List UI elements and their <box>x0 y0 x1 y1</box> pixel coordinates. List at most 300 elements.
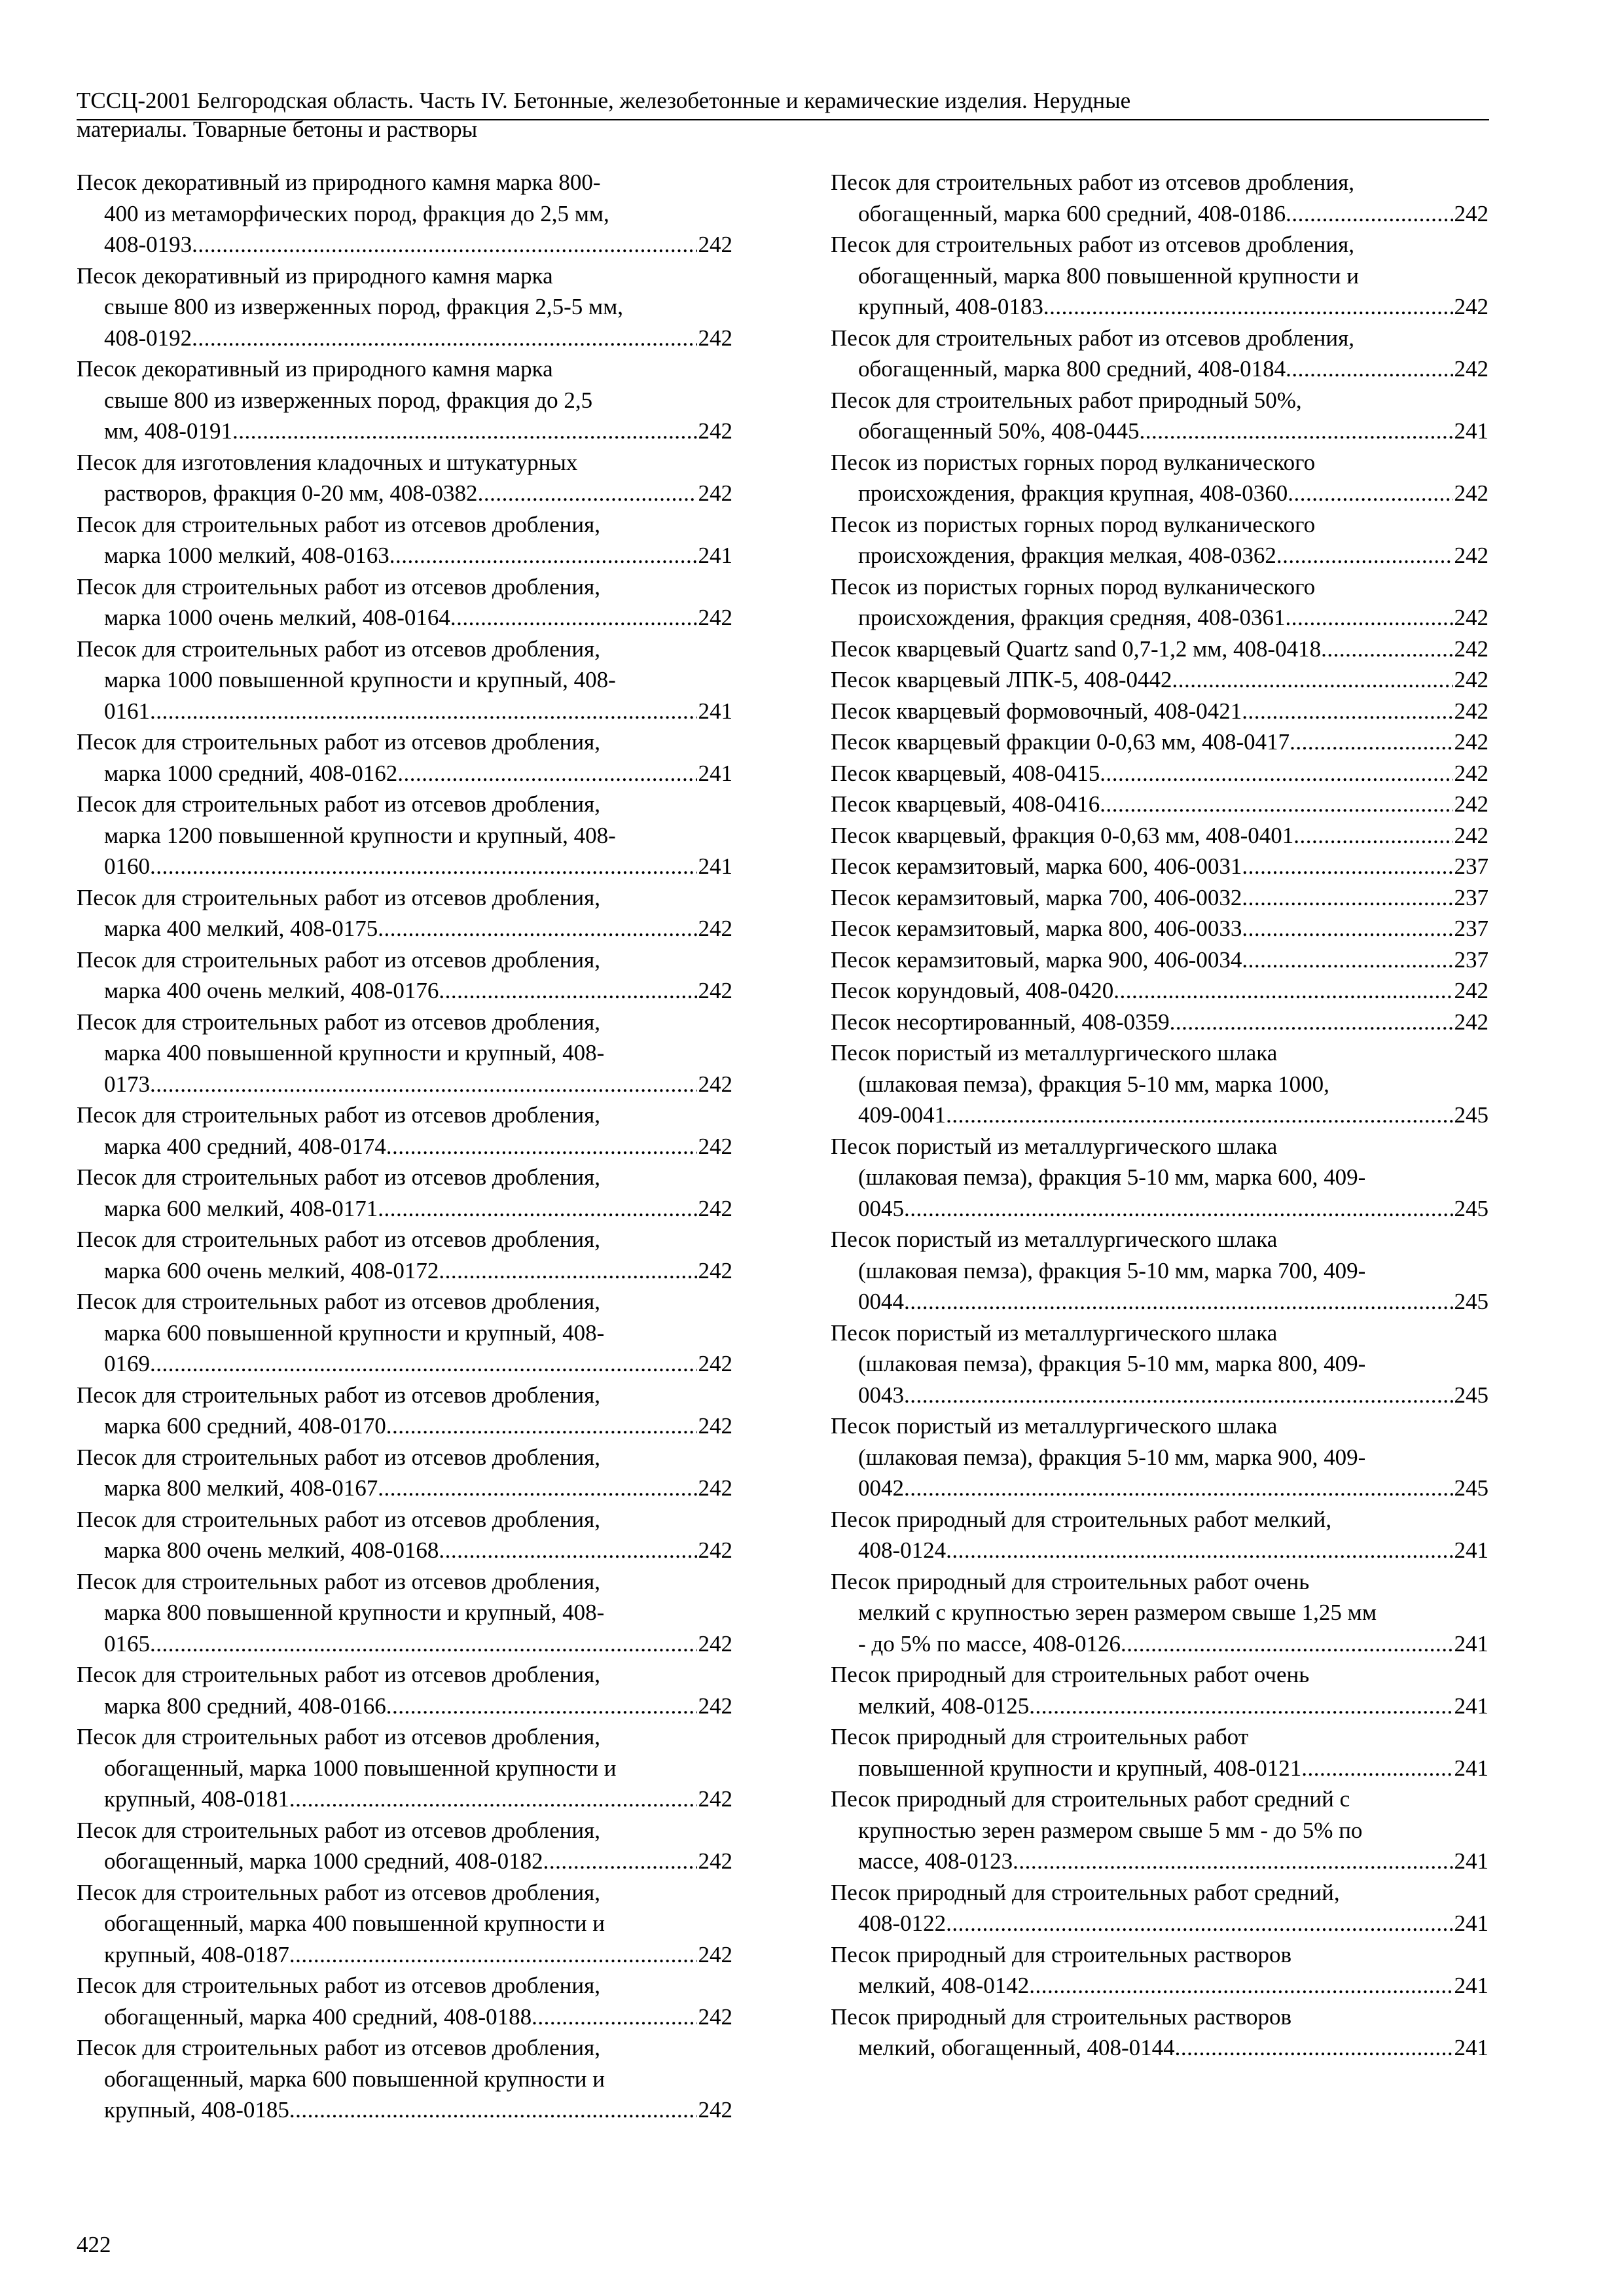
index-entry-page: 242 <box>698 2097 732 2123</box>
index-entry-text: 0165 <box>104 1630 150 1657</box>
index-entry-page: 242 <box>1454 543 1489 568</box>
index-entry <box>831 726 1489 758</box>
index-entry-text: Песок кварцевый Quartz sand 0,7-1,2 мм, 408-0418 <box>831 636 1322 662</box>
index-entry-page: 241 <box>698 698 732 724</box>
index-entry-text: Песок керамзитовый, марка 600, 406-0031 <box>831 853 1242 879</box>
index-entry-last-line <box>831 789 1489 820</box>
index-entry-page: 241 <box>698 543 732 568</box>
index-entry-last-line <box>77 2001 732 2033</box>
index-entry-page: 242 <box>1454 1009 1489 1035</box>
index-entry <box>77 789 732 882</box>
index-entry-page: 242 <box>698 418 732 444</box>
dot-leader <box>904 1286 1453 1318</box>
index-entry-text: 0173 <box>104 1071 150 1097</box>
index-entry-text: массе, 408-0123 <box>858 1848 1013 1874</box>
index-entry <box>831 1939 1489 2001</box>
index-entry-text: крупный, 408-0187 <box>104 1941 289 1967</box>
index-entry <box>77 634 732 727</box>
index-entry-last-line <box>831 726 1489 758</box>
index-entry-last-line <box>77 758 732 789</box>
dot-leader <box>397 758 696 789</box>
index-entry-text: Песок для строительных работ из отсевов дробления, <box>77 2035 600 2060</box>
index-entry <box>831 758 1489 789</box>
index-entry-page: 242 <box>1454 480 1489 506</box>
index-entry-text: 0160 <box>104 853 150 879</box>
index-entry-page: 242 <box>698 1630 732 1657</box>
index-entry-page: 242 <box>698 2003 732 2030</box>
index-entry-text: мм, 408-0191 <box>104 418 232 444</box>
index-entry <box>831 1566 1489 1660</box>
index-entry-text: Песок для строительных работ из отсевов дробления, <box>77 1227 600 1252</box>
dot-leader <box>192 229 696 260</box>
index-column-left <box>77 167 732 2126</box>
dot-leader <box>386 1131 697 1162</box>
index-entry-last-line <box>77 1069 732 1100</box>
index-entry-page: 241 <box>1454 1537 1489 1563</box>
index-entry-last-line <box>831 2032 1489 2064</box>
index-entry-last-line <box>831 1908 1489 1939</box>
dot-leader <box>1276 540 1453 571</box>
index-entry-text: марка 1000 мелкий, 408-0163 <box>104 543 389 568</box>
index-entry <box>831 975 1489 1007</box>
index-entry-last-line <box>77 1255 732 1287</box>
index-entry-text: Песок природный для строительных работ мелкий, <box>831 1506 1332 1532</box>
index-entry <box>831 1504 1489 1566</box>
index-entry <box>77 1224 732 1286</box>
header-title-line-1: ТССЦ-2001 Белгородская область. Часть IV. Бетонные, железобетонные и керамические изделия. Нерудные <box>77 88 1131 113</box>
index-entry <box>831 1877 1489 1939</box>
index-entry-last-line <box>77 1410 732 1442</box>
index-entry-text: Песок несортированный, 408-0359 <box>831 1009 1170 1035</box>
index-entry <box>77 1970 732 2032</box>
index-entry-last-line <box>831 634 1489 665</box>
dot-leader <box>1242 696 1453 727</box>
index-entry-last-line <box>77 1535 732 1566</box>
index-entry-text: Песок для строительных работ из отсевов дробления, <box>831 232 1354 257</box>
index-entry-page: 242 <box>698 1941 732 1967</box>
index-entry-page: 242 <box>1454 978 1489 1003</box>
dot-leader <box>1043 291 1453 323</box>
index-entry-text: обогащенный, марка 1000 средний, 408-0182 <box>104 1848 543 1874</box>
index-entry-text: Песок кварцевый, 408-0415 <box>831 760 1100 786</box>
index-entry-text: (шлаковая пемза), фракция 5-10 мм, марка 1000, <box>858 1071 1329 1097</box>
index-entry-text: марка 600 средний, 408-0170 <box>104 1413 386 1439</box>
index-entry-last-line <box>77 1131 732 1162</box>
index-entry-page: 242 <box>1454 698 1489 724</box>
index-entry <box>831 509 1489 571</box>
dot-leader <box>1121 1628 1453 1660</box>
index-entry-page: 237 <box>1454 853 1489 879</box>
index-entry <box>831 1037 1489 1131</box>
index-entry-text: крупный, 408-0185 <box>104 2097 289 2123</box>
index-entry-page: 237 <box>1454 884 1489 910</box>
index-entry-page: 245 <box>1454 1195 1489 1221</box>
dot-leader <box>150 696 697 727</box>
index-entry-last-line <box>831 1753 1489 1784</box>
index-entry-last-line <box>831 1970 1489 2001</box>
index-entry-text: Песок кварцевый формовочный, 408-0421 <box>831 698 1242 724</box>
index-entry <box>831 1410 1489 1504</box>
index-entry <box>77 1566 732 1660</box>
index-entry-page: 242 <box>698 1848 732 1874</box>
dot-leader <box>1290 726 1453 758</box>
index-entry-page: 242 <box>698 1257 732 1283</box>
index-entry-text: 0045 <box>858 1195 904 1221</box>
dot-leader <box>289 1784 697 1815</box>
index-entry-text: крупностью зерен размером свыше 5 мм - до 5% по <box>858 1817 1363 1843</box>
index-entry-text: Песок природный для строительных растворов <box>831 2003 1291 2030</box>
index-entry-last-line <box>77 478 732 509</box>
index-entry-text: 0044 <box>858 1289 904 1314</box>
dot-leader <box>1100 758 1453 789</box>
index-entry <box>77 1815 732 1877</box>
dot-leader <box>289 2094 697 2126</box>
index-entry-text: крупный, 408-0183 <box>858 294 1043 319</box>
index-entry-last-line <box>831 944 1489 976</box>
index-entry <box>77 882 732 944</box>
index-entry-text: обогащенный, марка 600 средний, 408-0186 <box>858 200 1286 226</box>
dot-leader <box>1242 944 1453 976</box>
index-entry-text: Песок природный для строительных растворов <box>831 1941 1291 1967</box>
dot-leader <box>532 2001 696 2033</box>
index-entry-text: - до 5% по массе, 408-0126 <box>858 1630 1121 1657</box>
index-entry-page: 241 <box>1454 1630 1489 1657</box>
dot-leader <box>378 1473 696 1504</box>
index-entry-text: Песок керамзитовый, марка 900, 406-0034 <box>831 946 1242 973</box>
index-entry <box>831 1131 1489 1225</box>
index-entry-text: Песок для строительных работ из отсевов дробления, <box>77 946 600 973</box>
index-entry-text: 409-0041 <box>858 1102 947 1128</box>
index-entry-text: марка 400 средний, 408-0174 <box>104 1133 386 1159</box>
dot-leader <box>1301 1753 1453 1784</box>
index-entry-text: мелкий, обогащенный, 408-0144 <box>858 2035 1175 2060</box>
index-entry-last-line <box>831 1380 1489 1411</box>
index-entry-text: Песок пористый из металлургического шлака <box>831 1319 1278 1346</box>
index-entry <box>77 1504 732 1566</box>
index-entry-text: Песок природный для строительных работ очень <box>831 1568 1310 1594</box>
index-entry-text: Песок для строительных работ из отсевов дробления, <box>77 511 600 537</box>
index-entry-text: обогащенный 50%, 408-0445 <box>858 418 1140 444</box>
index-entry <box>77 1162 732 1224</box>
dot-leader <box>232 416 697 447</box>
index-entry-last-line <box>831 851 1489 882</box>
index-entry <box>831 229 1489 323</box>
index-entry-text: крупный, 408-0181 <box>104 1786 289 1812</box>
index-entry-page: 242 <box>698 1537 732 1563</box>
index-entry-page: 241 <box>1454 1910 1489 1936</box>
index-entry-text: марка 1000 средний, 408-0162 <box>104 760 398 786</box>
index-entry-text: марка 800 повышенной крупности и крупный, 408- <box>104 1600 605 1625</box>
index-entry-last-line <box>77 540 732 571</box>
dot-leader <box>1029 1691 1453 1722</box>
index-entry-text: 400 из метаморфических пород, фракция до 2,5 мм, <box>104 200 609 226</box>
dot-leader <box>439 1255 696 1287</box>
index-entry-page: 241 <box>1454 1848 1489 1874</box>
dot-leader <box>478 478 697 509</box>
dot-leader <box>1170 1007 1453 1038</box>
index-entry-text: Песок для строительных работ из отсевов дробления, <box>77 729 600 755</box>
index-entry-text: марка 800 средний, 408-0166 <box>104 1693 386 1719</box>
index-entry <box>831 944 1489 976</box>
index-entry-last-line <box>77 416 732 447</box>
index-entry-page: 245 <box>1454 1289 1489 1314</box>
index-entry-page: 242 <box>698 1475 732 1501</box>
index-entry <box>77 1100 732 1162</box>
index-entry-last-line <box>831 1193 1489 1225</box>
index-entry-text: Песок для строительных работ природный 50%, <box>831 387 1302 413</box>
index-entry-page: 242 <box>1454 294 1489 319</box>
dot-leader <box>1029 1970 1453 2001</box>
index-entry-last-line <box>831 820 1489 852</box>
index-entry-text: Песок для строительных работ из отсевов дробления, <box>77 1662 600 1687</box>
index-entry-text: Песок для строительных работ из отсевов дробления, <box>77 1444 600 1470</box>
index-entry-page: 242 <box>1454 200 1489 226</box>
index-entry-last-line <box>77 1939 732 1971</box>
index-entry-page: 241 <box>698 853 732 879</box>
dot-leader <box>378 1193 696 1225</box>
index-entry <box>831 882 1489 914</box>
dot-leader <box>1286 198 1453 230</box>
index-entry-text: (шлаковая пемза), фракция 5-10 мм, марка 800, 409- <box>858 1351 1366 1376</box>
dot-leader <box>386 1691 697 1722</box>
index-entry-text: (шлаковая пемза), фракция 5-10 мм, марка 900, 409- <box>858 1444 1366 1470</box>
index-entry-last-line <box>831 291 1489 323</box>
page-number: 422 <box>77 2232 111 2257</box>
index-entry <box>77 1877 732 1971</box>
index-entry <box>831 167 1489 229</box>
dot-leader <box>150 851 697 882</box>
index-entry-page: 241 <box>1454 1755 1489 1781</box>
index-entry <box>831 1007 1489 1038</box>
index-entry <box>831 571 1489 634</box>
index-entry-text: Песок природный для строительных работ <box>831 1724 1248 1749</box>
index-entry-text: свыше 800 из изверженных пород, фракция 2,5-5 мм, <box>104 294 624 319</box>
index-entry-page: 242 <box>698 1413 732 1439</box>
index-entry-last-line <box>831 975 1489 1007</box>
index-entry-text: обогащенный, марка 800 повышенной крупности и <box>858 262 1359 289</box>
index-entry-text: Песок природный для строительных работ средний, <box>831 1879 1340 1905</box>
dot-leader <box>1172 664 1453 696</box>
dot-leader <box>1242 882 1453 914</box>
index-entry-last-line <box>77 1691 732 1722</box>
index-entry-last-line <box>77 975 732 1007</box>
index-entry-last-line <box>831 602 1489 634</box>
index-entry-text: марка 1000 повышенной крупности и крупный, 408- <box>104 667 616 692</box>
index-entry-text: Песок для строительных работ из отсевов дробления, <box>77 1973 600 1998</box>
index-entry-last-line <box>831 913 1489 944</box>
index-entry-last-line <box>77 1473 732 1504</box>
index-entry <box>831 385 1489 447</box>
index-entry-last-line <box>77 323 732 354</box>
index-entry-text: Песок для строительных работ из отсевов дробления, <box>77 1289 600 1314</box>
index-entry-text: марка 400 повышенной крупности и крупный, 408- <box>104 1040 605 1066</box>
index-entry-text: Песок для строительных работ из отсевов дробления, <box>77 1009 600 1035</box>
index-entry-text: Песок пористый из металлургического шлака <box>831 1040 1278 1066</box>
index-entry-text: марка 1000 очень мелкий, 408-0164 <box>104 605 450 630</box>
index-entry-text: Песок кварцевый, 408-0416 <box>831 791 1100 817</box>
index-entry-page: 241 <box>1454 1973 1489 1998</box>
index-entry-last-line <box>77 2094 732 2126</box>
index-entry-text: Песок для изготовления кладочных и штукатурных <box>77 449 578 475</box>
index-entry-text: растворов, фракция 0-20 мм, 408-0382 <box>104 480 478 506</box>
index-entry-text: 408-0122 <box>858 1910 947 1936</box>
index-entry-text: Песок для строительных работ из отсевов дробления, <box>77 1568 600 1594</box>
index-entry-text: 408-0192 <box>104 325 192 351</box>
index-entry-text: Песок для строительных работ из отсевов дробления, <box>77 1506 600 1532</box>
index-entry-last-line <box>77 696 732 727</box>
index-entry-page: 241 <box>1454 418 1489 444</box>
index-entry-text: повышенной крупности и крупный, 408-0121 <box>858 1755 1302 1781</box>
index-entry-text: Песок природный для строительных работ средний с <box>831 1786 1350 1812</box>
index-entry-text: обогащенный, марка 800 средний, 408-0184 <box>858 356 1286 382</box>
index-entry-page: 242 <box>1454 667 1489 692</box>
index-entry-last-line <box>831 1473 1489 1504</box>
index-entry-page: 245 <box>1454 1382 1489 1408</box>
dot-leader <box>1113 975 1453 1007</box>
index-entry-text: 0043 <box>858 1382 904 1408</box>
index-entry-page: 241 <box>1454 1693 1489 1719</box>
index-entry-last-line <box>831 882 1489 914</box>
index-entry-page: 242 <box>698 1071 732 1097</box>
dot-leader <box>1288 478 1453 509</box>
dot-leader <box>1321 634 1453 665</box>
index-entry-last-line <box>831 478 1489 509</box>
index-entry <box>77 1380 732 1442</box>
index-entry-text: мелкий, 408-0125 <box>858 1693 1030 1719</box>
index-entry-text: марка 600 очень мелкий, 408-0172 <box>104 1257 439 1283</box>
index-entry-text: Песок из пористых горных пород вулканического <box>831 449 1316 475</box>
index-entry-last-line <box>831 353 1489 385</box>
index-entry-text: обогащенный, марка 1000 повышенной крупности и <box>104 1755 617 1781</box>
index-entry-last-line <box>831 540 1489 571</box>
index-entry-text: Песок керамзитовый, марка 800, 406-0033 <box>831 916 1242 941</box>
index-entry-text: Песок для строительных работ из отсевов дробления, <box>77 1817 600 1843</box>
dot-leader <box>439 975 696 1007</box>
index-entry-text: Песок для строительных работ из отсевов дробления, <box>77 1879 600 1905</box>
index-entry-text: Песок пористый из металлургического шлака <box>831 1133 1278 1159</box>
index-entry-text: свыше 800 из изверженных пород, фракция до 2,5 <box>104 387 593 413</box>
index-entry-last-line <box>831 416 1489 447</box>
index-entry-text: 0042 <box>858 1475 904 1501</box>
index-entry-text: марка 400 мелкий, 408-0175 <box>104 916 378 941</box>
index-entry <box>831 634 1489 665</box>
index-entry <box>831 1784 1489 1877</box>
index-entry-text: Песок природный для строительных работ очень <box>831 1662 1310 1687</box>
dot-leader <box>289 1939 697 1971</box>
index-entry <box>77 353 732 447</box>
index-entry-text: обогащенный, марка 400 средний, 408-0188 <box>104 2003 532 2030</box>
index-column-right <box>831 167 1489 2064</box>
index-entry-last-line <box>831 1691 1489 1722</box>
index-entry <box>831 789 1489 820</box>
index-entry <box>831 447 1489 509</box>
dot-leader <box>386 1410 697 1442</box>
index-entry <box>831 851 1489 882</box>
index-entry-text: марка 400 очень мелкий, 408-0176 <box>104 978 439 1003</box>
index-entry-text: (шлаковая пемза), фракция 5-10 мм, марка 600, 409- <box>858 1164 1366 1190</box>
index-entry <box>77 1442 732 1504</box>
dot-leader <box>1242 851 1453 882</box>
index-entry-page: 242 <box>698 916 732 941</box>
dot-leader <box>946 1100 1453 1131</box>
index-entry-text: марка 600 повышенной крупности и крупный, 408- <box>104 1319 605 1346</box>
index-entry-text: Песок для строительных работ из отсевов дробления, <box>77 884 600 910</box>
dot-leader <box>1286 353 1453 385</box>
index-entry-text: обогащенный, марка 400 повышенной крупности и <box>104 1910 605 1936</box>
index-entry-text: марка 600 мелкий, 408-0171 <box>104 1195 378 1221</box>
index-entry-text: Песок декоративный из природного камня марка 800- <box>77 170 601 195</box>
index-entry-page: 242 <box>698 325 732 351</box>
index-entry-page: 242 <box>698 1133 732 1159</box>
index-entry <box>831 913 1489 944</box>
index-entry-text: марка 1200 повышенной крупности и крупный, 408- <box>104 822 616 848</box>
index-entry-page: 242 <box>1454 822 1489 848</box>
index-entry-text: мелкий, 408-0142 <box>858 1973 1030 1998</box>
dot-leader <box>904 1193 1453 1225</box>
dot-leader <box>450 602 697 634</box>
index-entry-page: 242 <box>698 1693 732 1719</box>
index-entry-page: 242 <box>698 1351 732 1376</box>
index-entry-text: 408-0124 <box>858 1537 947 1563</box>
index-entry-page: 242 <box>698 978 732 1003</box>
index-entry-page: 242 <box>1454 356 1489 382</box>
dot-leader <box>946 1908 1453 1939</box>
index-entry-text: Песок для строительных работ из отсевов дробления, <box>831 325 1354 351</box>
index-entry <box>831 664 1489 696</box>
index-entry-page: 242 <box>1454 760 1489 786</box>
index-entry-text: Песок из пористых горных пород вулканического <box>831 573 1316 600</box>
index-entry-page: 237 <box>1454 916 1489 941</box>
index-entry <box>831 820 1489 852</box>
index-entry-text: Песок из пористых горных пород вулканического <box>831 511 1316 537</box>
index-entry-text: мелкий с крупностью зерен размером свыше 1,25 мм <box>858 1600 1377 1625</box>
index-entry-last-line <box>831 198 1489 230</box>
index-entry <box>831 1659 1489 1721</box>
dot-leader <box>1242 913 1453 944</box>
index-entry-text: обогащенный, марка 600 повышенной крупности и <box>104 2066 605 2092</box>
index-entry <box>77 260 732 354</box>
index-entry-last-line <box>831 664 1489 696</box>
index-entry-page: 242 <box>698 1195 732 1221</box>
index-entry-text: 408-0193 <box>104 232 192 257</box>
index-entry-text: Песок кварцевый фракции 0-0,63 мм, 408-0417 <box>831 729 1290 755</box>
index-entry <box>831 1318 1489 1411</box>
index-entry-last-line <box>77 229 732 260</box>
index-entry-text: Песок пористый из металлургического шлака <box>831 1413 1278 1439</box>
dot-leader <box>1013 1846 1453 1877</box>
index-entry-text: Песок кварцевый ЛПК-5, 408-0442 <box>831 667 1172 692</box>
index-entry <box>77 509 732 571</box>
index-entry-page: 241 <box>1454 2035 1489 2060</box>
index-entry-text: марка 800 мелкий, 408-0167 <box>104 1475 378 1501</box>
index-entry-last-line <box>831 1535 1489 1566</box>
index-entry <box>77 1286 732 1380</box>
index-entry <box>77 1659 732 1721</box>
index-entry-text: происхождения, фракция мелкая, 408-0362 <box>858 543 1276 568</box>
dot-leader <box>1175 2032 1453 2064</box>
index-entry-text: Песок для строительных работ из отсевов дробления, <box>77 573 600 600</box>
index-entry-last-line <box>831 1100 1489 1131</box>
index-entry-last-line <box>77 913 732 944</box>
index-entry-last-line <box>831 1628 1489 1660</box>
index-entry <box>831 1224 1489 1318</box>
index-entry-page: 245 <box>1454 1475 1489 1501</box>
index-entry-page: 242 <box>1454 729 1489 755</box>
index-entry <box>831 1721 1489 1784</box>
index-entry-text: Песок для строительных работ из отсевов дробления, <box>77 1102 600 1128</box>
dot-leader <box>378 913 696 944</box>
index-entry-last-line <box>831 1846 1489 1877</box>
